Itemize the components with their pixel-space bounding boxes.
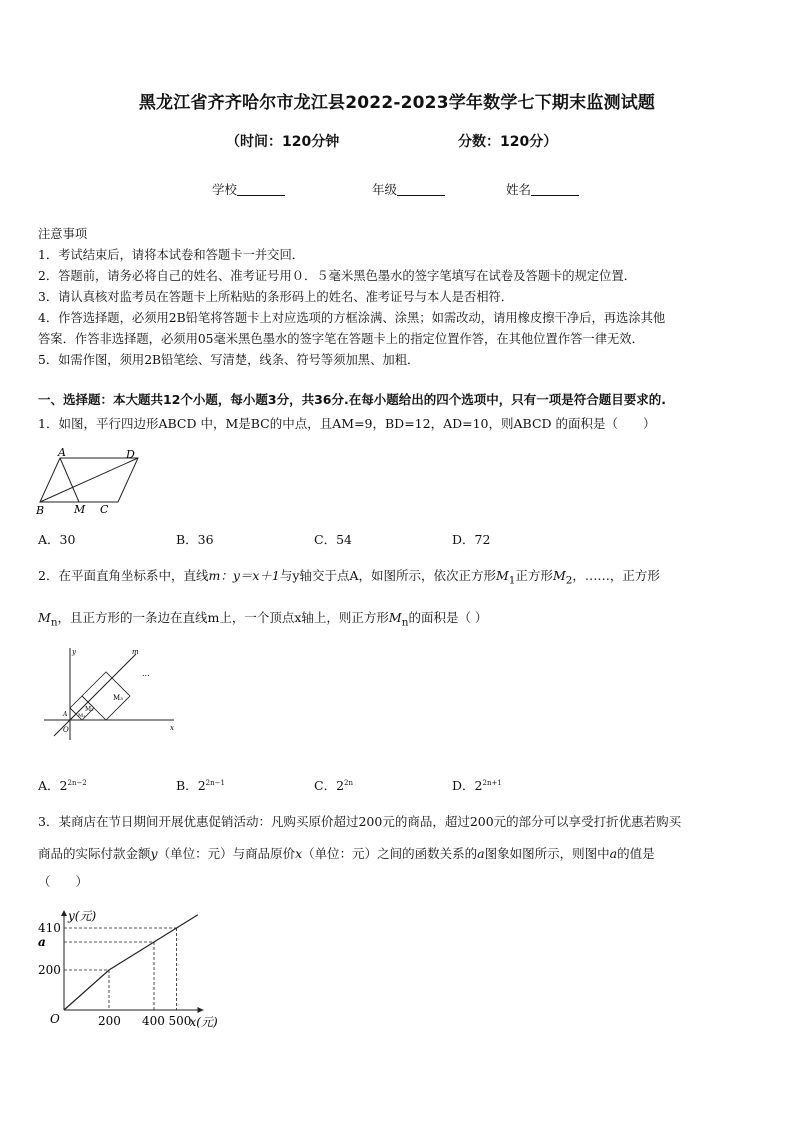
q2-option-c-base: 2 xyxy=(336,778,345,793)
x-tick-label: 500 xyxy=(168,1014,192,1028)
q2-m2: M xyxy=(552,568,566,583)
q2-text-e: ，且正方形的一条边在直线m上，一个顶点x轴上，则正方形 xyxy=(57,610,389,625)
x-axis-arrow xyxy=(198,1007,204,1013)
label-y: y xyxy=(72,648,76,656)
q3-line1: 3．某商店在节日期间开展优惠促销活动：凡购买原价超过200元的商品，超过200元的部分可以享受打折优惠若购买 xyxy=(38,814,682,829)
q1-option-a[interactable]: A．30 xyxy=(38,532,76,547)
notes-line: 5．如需作图，须用2B铅笔绘、写清楚，线条、符号等须加黑、加粗． xyxy=(38,353,420,367)
q2-option-d[interactable] xyxy=(452,776,502,794)
label-m: m xyxy=(132,648,139,656)
q3-var-y: y xyxy=(150,846,158,861)
q2-equation: m：y＝x＋1 xyxy=(208,568,280,583)
grade-label: 年级 xyxy=(372,182,398,197)
label-m2: M₂ xyxy=(85,706,94,713)
q2-text-a: 2．在平面直角坐标系中，直线 xyxy=(38,568,209,583)
x-tick-label: 200 xyxy=(98,1014,121,1028)
q2-option-d-label: D． xyxy=(452,778,475,793)
q2-line2 xyxy=(38,608,758,633)
q3-text-a: 商品的实际付款金额 xyxy=(38,846,151,861)
y-tick-label: a xyxy=(38,935,46,949)
y-axis-label: y(元) xyxy=(68,909,97,923)
notes-line: 3．请认真核对监考员在答题卡上所粘贴的条形码上的姓名、准考证号与本人是否相符． xyxy=(38,290,514,304)
q2-option-c[interactable] xyxy=(314,776,353,794)
q2-mn-sub: n xyxy=(50,616,58,629)
notes-line: 1．考试结束后，请将本试卷和答题卡一并交回． xyxy=(38,248,305,262)
segment-am xyxy=(60,458,79,502)
q1-option-d[interactable]: D．72 xyxy=(452,532,491,547)
q3-var-a2: a xyxy=(609,846,618,861)
q3-text-g: 图象如图所示，则图中 xyxy=(484,846,610,861)
grade-field xyxy=(372,180,445,198)
label-m: M xyxy=(74,503,86,516)
q2-option-b[interactable] xyxy=(176,776,225,794)
q2-text-c: 正方形 xyxy=(515,568,553,583)
grade-blank[interactable] xyxy=(397,183,445,196)
q2-text-f: 的面积是（ ） xyxy=(408,610,488,625)
label-dots: ... xyxy=(142,669,150,678)
section-heading: 一、选择题：本大题共12个小题，每小题3分，共36分.在每小题给出的四个选项中，只有一项是符合题目要求的. xyxy=(38,392,666,407)
school-field xyxy=(212,180,285,198)
q2-mn-sub-2: n xyxy=(401,616,409,629)
q2-option-d-base: 2 xyxy=(474,778,483,793)
q3-text-i: 的值是 xyxy=(617,846,655,861)
q1-option-c[interactable]: C．54 xyxy=(314,532,352,547)
series-line xyxy=(64,915,198,1010)
q2-mn: M xyxy=(38,610,51,625)
q2-line1 xyxy=(38,566,758,591)
q3-line2 xyxy=(38,844,758,864)
q2-option-a[interactable] xyxy=(38,776,87,794)
q2-squares-figure xyxy=(40,644,180,744)
q2-option-c-exp: 2n xyxy=(344,778,353,787)
label-c: C xyxy=(100,503,109,516)
q2-option-a-base: 2 xyxy=(59,778,68,793)
q2-m1: M xyxy=(495,568,509,583)
exam-time: （时间：120分钟 xyxy=(226,134,340,150)
x-tick-label: 400 xyxy=(142,1014,165,1028)
label-m1: M₁ xyxy=(78,713,86,719)
q1-text: 1．如图，平行四边形ABCD 中，M是BC的中点，且AM=9，BD=12，AD=10，则ABCD 的面积是（ ） xyxy=(38,416,656,431)
q3-text-e: （单位：元）之间的函数关系的 xyxy=(302,846,478,861)
q2-text-b: 与y轴交于点A，如图所示，依次正方形 xyxy=(279,568,496,583)
y-tick-label: 410 xyxy=(38,921,61,935)
label-a: A xyxy=(63,711,68,718)
q1-parallelogram-figure xyxy=(34,446,154,518)
q3-text-c: （单位：元）与商品原价 xyxy=(157,846,296,861)
notes-line: 2．答题前，请务必将自己的姓名、准考证号用０．５毫米黑色墨水的签字笔填写在试卷及答题卡的规定位置． xyxy=(38,269,637,283)
q2-option-b-exp: 2n−1 xyxy=(205,778,225,787)
notes-block xyxy=(38,224,758,371)
q1-option-b[interactable]: B．36 xyxy=(176,532,214,547)
origin-label: O xyxy=(50,1012,60,1026)
label-d: D xyxy=(126,448,135,461)
q3-line3: （ ） xyxy=(38,874,89,889)
notes-line: 答案．作答非选择题，必须用05毫米黑色墨水的签字笔在答题卡上的指定位置作答，在其他位置作答一律无效． xyxy=(38,332,644,346)
y-axis-arrow xyxy=(61,910,67,916)
y-tick-label: 200 xyxy=(38,963,61,977)
label-a: A xyxy=(58,446,66,459)
label-x: x xyxy=(170,724,174,732)
q2-m1-sub: 1 xyxy=(508,574,516,587)
label-b: B xyxy=(36,504,45,517)
school-blank[interactable] xyxy=(237,183,285,196)
q2-text-d: ，……，正方形 xyxy=(572,568,660,583)
q2-option-a-exp: 2n−2 xyxy=(67,778,87,787)
notes-line: 4．作答选择题，必须用2B铅笔将答题卡上对应选项的方框涂满、涂黑；如需改动，请用橡皮擦干净后，再选涂其他 xyxy=(38,311,666,325)
x-axis-label: x(元) xyxy=(189,1015,218,1029)
name-field xyxy=(506,180,579,198)
q3-var-x: x xyxy=(295,846,303,861)
name-label: 姓名 xyxy=(506,182,532,197)
q2-mn-2: M xyxy=(388,610,402,625)
q3-var-a1: a xyxy=(477,846,485,861)
q2-option-b-label: B． xyxy=(176,778,198,793)
q3-function-chart xyxy=(30,906,240,1036)
school-label: 学校 xyxy=(212,182,238,197)
q2-option-d-exp: 2n+1 xyxy=(482,778,502,787)
q2-option-a-label: A． xyxy=(38,778,60,793)
label-m3: M₃ xyxy=(113,694,123,702)
exam-score: 分数：120分） xyxy=(458,134,558,150)
label-o: O xyxy=(63,726,69,734)
segment-bd xyxy=(40,458,138,502)
name-blank[interactable] xyxy=(531,183,579,196)
q2-option-c-label: C． xyxy=(314,778,337,793)
paper-title: 黑龙江省齐齐哈尔市龙江县2022-2023学年数学七下期末监测试题 xyxy=(138,93,656,113)
square-m0 xyxy=(70,708,76,720)
notes-heading: 注意事项 xyxy=(38,227,88,241)
line-m xyxy=(54,654,136,736)
q2-m2-sub: 2 xyxy=(565,574,573,587)
q2-option-b-base: 2 xyxy=(197,778,206,793)
